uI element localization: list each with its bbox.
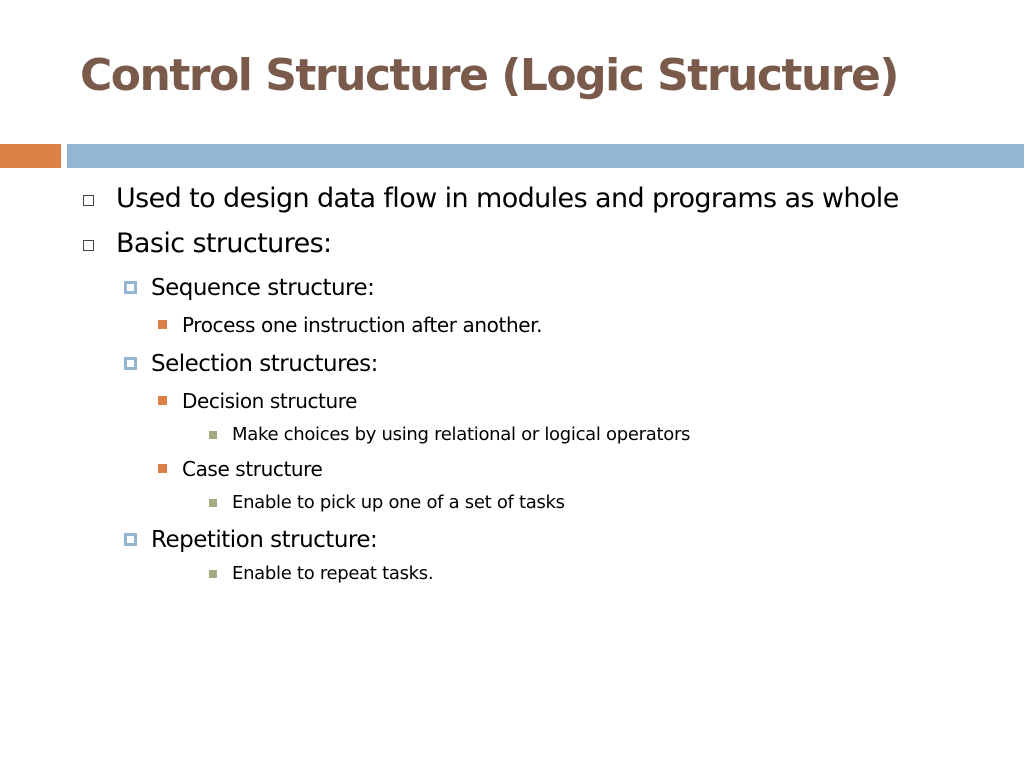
list-item-text: Enable to pick up one of a set of tasks xyxy=(232,492,565,513)
slide-title: Control Structure (Logic Structure) xyxy=(80,50,898,101)
orange-square-bullet-icon xyxy=(158,320,167,329)
accent-bar-orange xyxy=(0,144,61,168)
list-item xyxy=(0,225,1024,262)
list-item-text: Used to design data flow in modules and programs as whole xyxy=(116,183,899,214)
list-item xyxy=(0,272,1024,304)
framed-square-bullet-icon xyxy=(124,357,137,370)
orange-square-bullet-icon xyxy=(158,396,167,405)
list-item xyxy=(0,312,1024,339)
hollow-square-bullet-icon xyxy=(83,240,94,251)
list-item-text: Make choices by using relational or logical operators xyxy=(232,424,691,445)
list-item xyxy=(0,423,1024,447)
framed-square-bullet-icon xyxy=(124,533,137,546)
list-item-text: Basic structures: xyxy=(116,228,332,259)
accent-bar-blue xyxy=(67,144,1024,168)
olive-square-bullet-icon xyxy=(209,570,217,578)
list-item-text: Selection structures: xyxy=(151,351,378,377)
list-item xyxy=(0,180,1024,217)
framed-square-bullet-icon xyxy=(124,281,137,294)
olive-square-bullet-icon xyxy=(209,499,217,507)
list-item xyxy=(0,524,1024,556)
hollow-square-bullet-icon xyxy=(83,195,94,206)
list-item-text: Enable to repeat tasks. xyxy=(232,563,434,584)
list-item-text: Process one instruction after another. xyxy=(182,313,543,337)
list-item-text: Repetition structure: xyxy=(151,527,378,553)
list-item xyxy=(0,491,1024,515)
list-item-text: Case structure xyxy=(182,457,323,481)
olive-square-bullet-icon xyxy=(209,431,217,439)
list-item xyxy=(0,388,1024,415)
orange-square-bullet-icon xyxy=(158,464,167,473)
list-item xyxy=(0,348,1024,380)
list-item xyxy=(0,562,1024,586)
list-item-text: Sequence structure: xyxy=(151,275,375,301)
bullet-list xyxy=(0,180,1024,586)
list-item xyxy=(0,456,1024,483)
list-item-text: Decision structure xyxy=(182,389,358,413)
